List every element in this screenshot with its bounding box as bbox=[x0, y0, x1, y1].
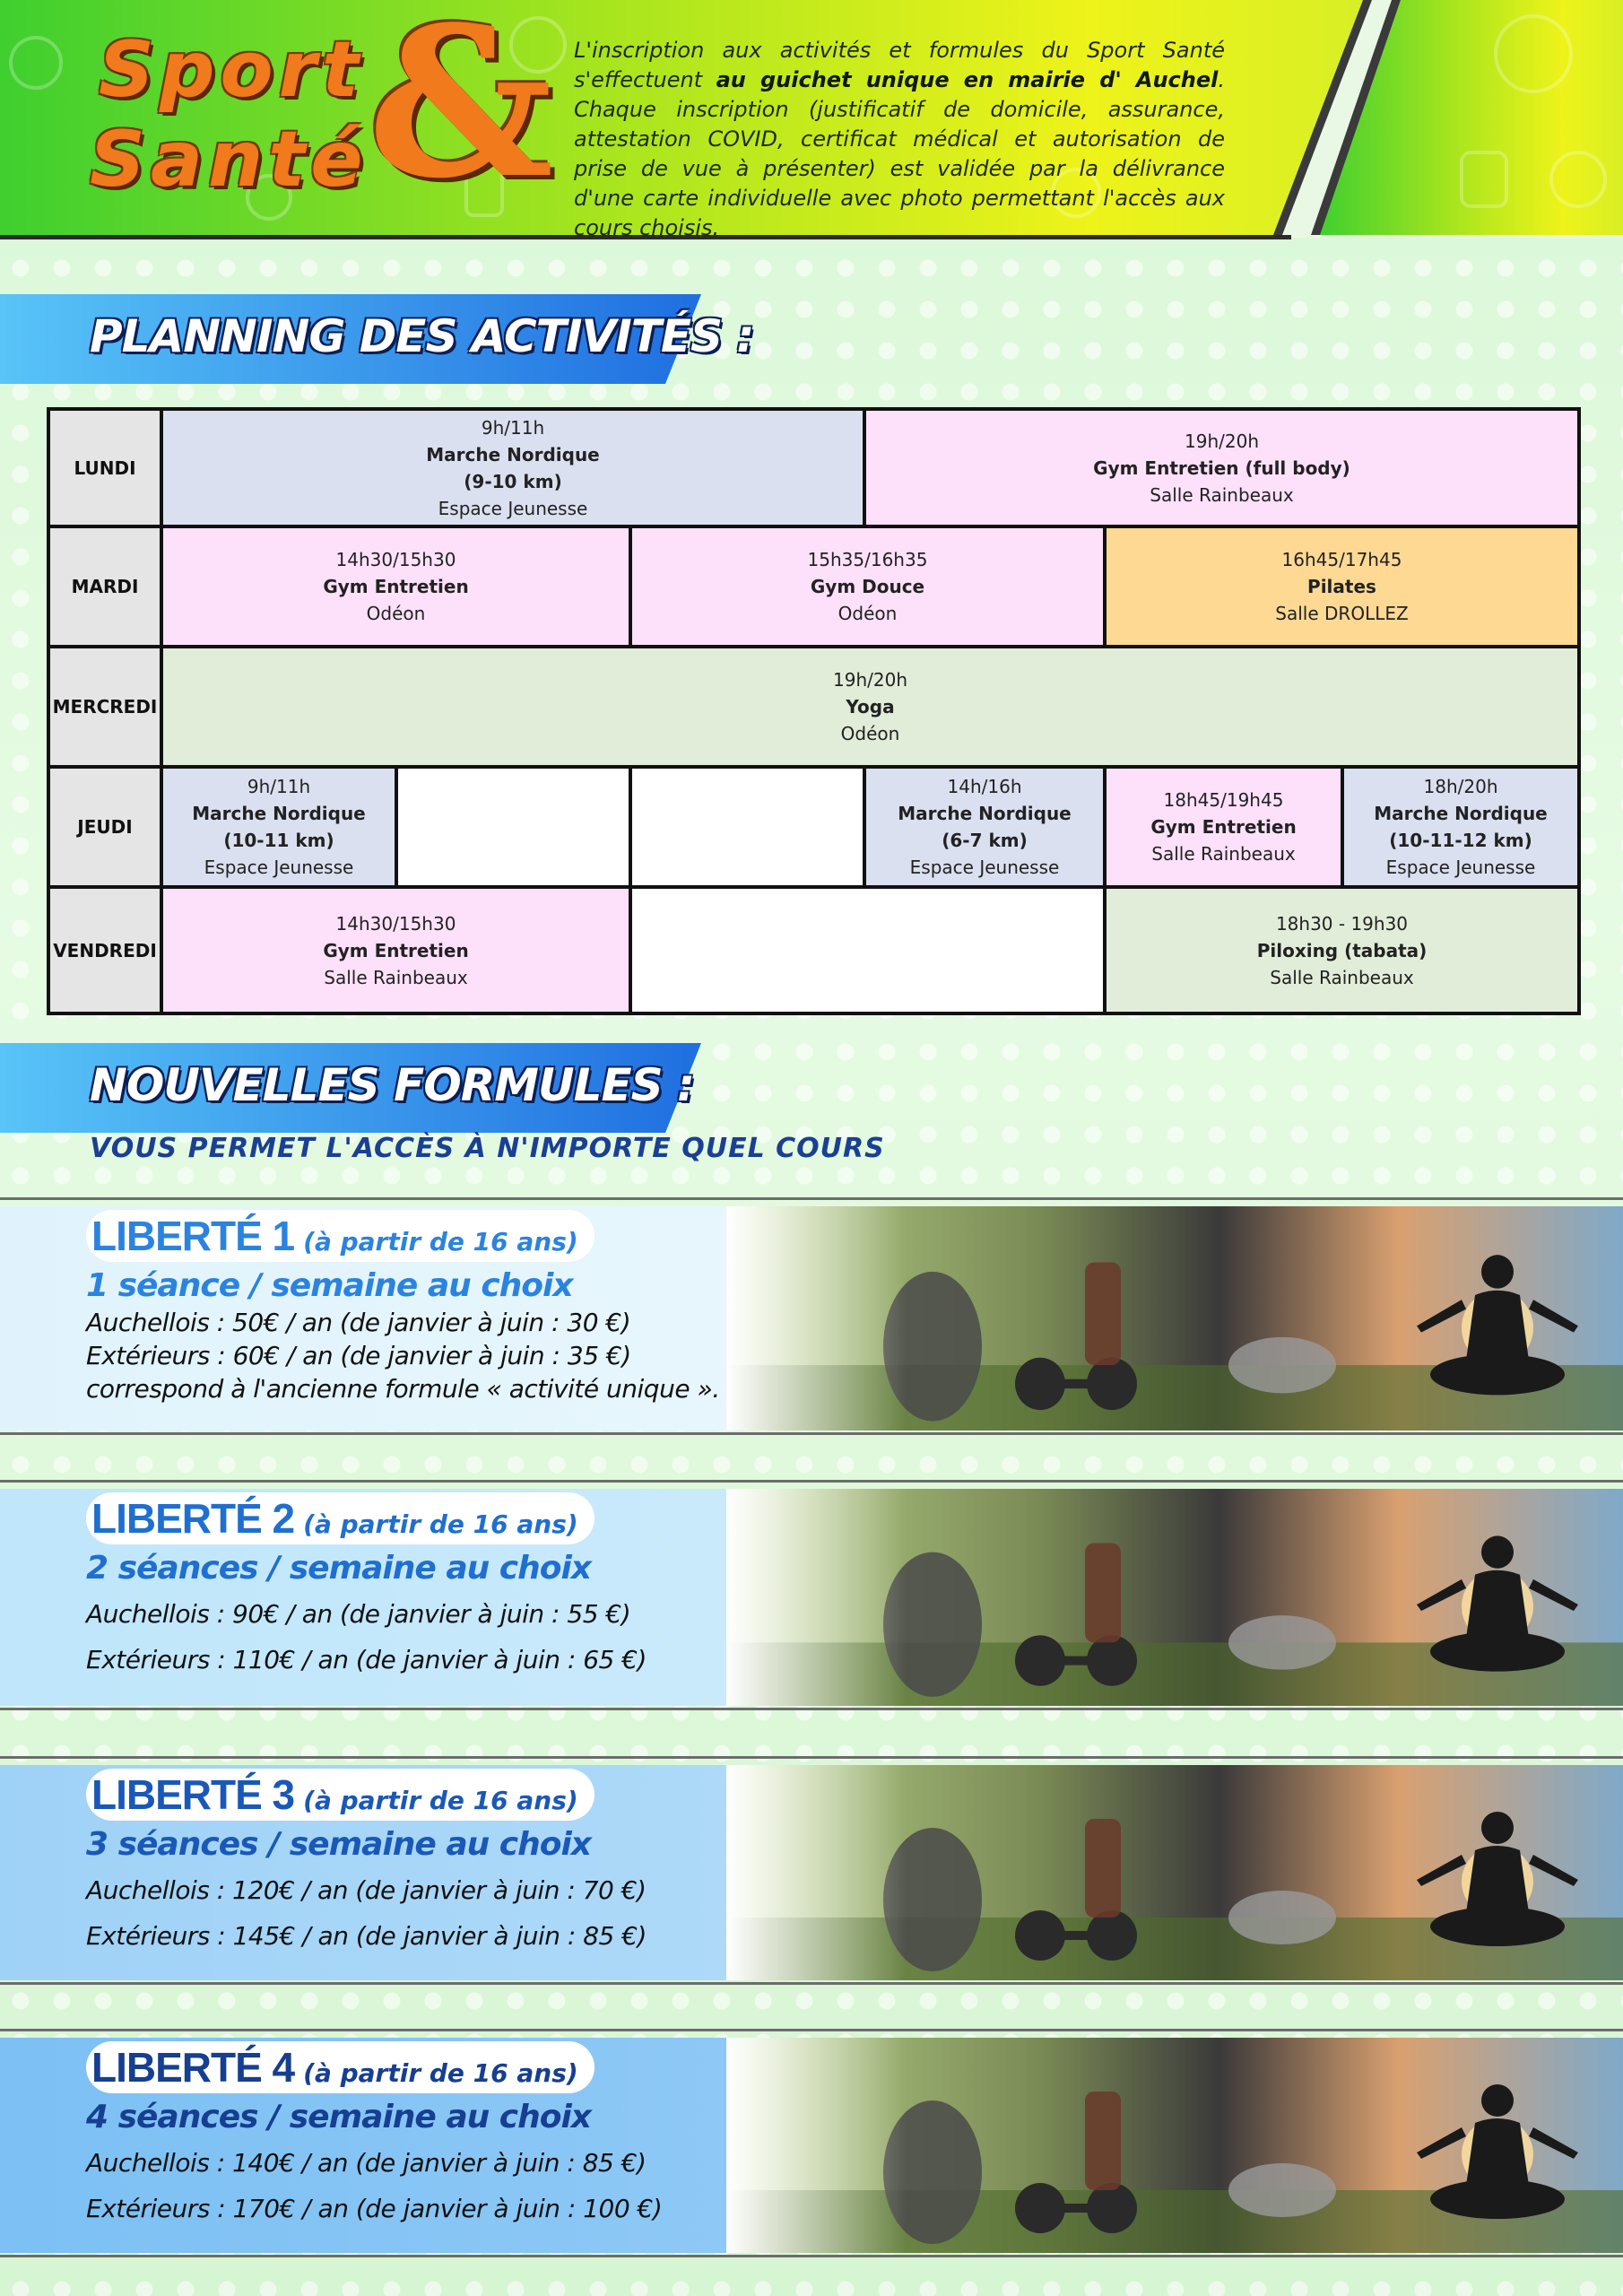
title-ampersand: & bbox=[368, 0, 554, 224]
slot-jeudi-marche-matin: 9h/11h Marche Nordique (10-11 km) Espace Jeunesse bbox=[163, 769, 395, 885]
liberte-3-sessions: 3 séances / semaine au choix bbox=[86, 1826, 592, 1863]
intro-text: L'inscription aux activités et formules du Sport Santé s'effectuent au guichet unique en mairie d' Auchel. Chaque inscription (justificatif de domicile, assurance, attestation COVID, certificat médical et autorisation de prise de vue à présenter) est validée par la délivrance d'une carte individuelle avec photo permettant l'accès aux cours choisis. bbox=[574, 38, 1225, 240]
title-sport: Sport bbox=[99, 25, 365, 115]
formule-liberte-1 bbox=[0, 1197, 1623, 1439]
liberte-1-note: correspond à l'ancienne formule « activité unique ». bbox=[86, 1374, 720, 1404]
liberte-4-price-ext: Extérieurs : 170€ / an (de janvier à juin : 100 €) bbox=[86, 2194, 663, 2223]
liberte-4-photo bbox=[726, 2038, 1623, 2253]
slot-mercredi-yoga: 19h/20h Yoga Odéon bbox=[163, 648, 1577, 765]
liberte-2-sessions: 2 séances / semaine au choix bbox=[86, 1550, 592, 1587]
planning-table bbox=[47, 407, 1581, 1015]
slot-vendredi-gym: 14h30/15h30 Gym Entretien Salle Rainbeaux bbox=[163, 889, 629, 1012]
formule-liberte-3 bbox=[0, 1756, 1623, 1989]
slot-jeudi-marche-soir: 18h/20h Marche Nordique (10-11-12 km) Espace Jeunesse bbox=[1344, 769, 1577, 885]
liberte-2-price-auchel: Auchellois : 90€ / an (de janvier à juin : 55 €) bbox=[86, 1599, 631, 1629]
slot-mardi-gym-douce: 15h35/16h35 Gym Douce Odéon bbox=[632, 528, 1103, 645]
slot-jeudi-marche-aprem: 14h/16h Marche Nordique (6-7 km) Espace Jeunesse bbox=[866, 769, 1103, 885]
slot-mardi-pilates: 16h45/17h45 Pilates Salle DROLLEZ bbox=[1107, 528, 1577, 645]
liberte-1-price-auchel: Auchellois : 50€ / an (de janvier à juin : 30 €) bbox=[86, 1308, 631, 1337]
liberte-1-price-ext: Extérieurs : 60€ / an (de janvier à juin : 35 €) bbox=[86, 1341, 631, 1370]
day-mardi: MARDI bbox=[50, 528, 160, 645]
liberte-3-title: LIBERTÉ 3 (à partir de 16 ans) bbox=[86, 1769, 595, 1821]
slot-vendredi-piloxing: 18h30 - 19h30 Piloxing (tabata) Salle Rainbeaux bbox=[1107, 889, 1577, 1012]
slot-vendredi-empty bbox=[632, 889, 1103, 1012]
day-lundi: LUNDI bbox=[50, 411, 160, 525]
formules-heading: NOUVELLES FORMULES : bbox=[90, 1059, 695, 1111]
liberte-1-sessions: 1 séance / semaine au choix bbox=[86, 1267, 573, 1304]
formules-banner bbox=[0, 1043, 708, 1133]
slot-jeudi-empty-1 bbox=[398, 769, 629, 885]
liberte-3-price-auchel: Auchellois : 120€ / an (de janvier à juin : 70 €) bbox=[86, 1875, 647, 1905]
slot-jeudi-gym: 18h45/19h45 Gym Entretien Salle Rainbeaux bbox=[1107, 769, 1341, 885]
liberte-3-price-ext: Extérieurs : 145€ / an (de janvier à juin : 85 €) bbox=[86, 1921, 647, 1951]
liberte-2-price-ext: Extérieurs : 110€ / an (de janvier à juin : 65 €) bbox=[86, 1645, 647, 1674]
slot-mardi-gym-entretien: 14h30/15h30 Gym Entretien Odéon bbox=[163, 528, 629, 645]
liberte-2-title: LIBERTÉ 2 (à partir de 16 ans) bbox=[86, 1492, 595, 1544]
day-mercredi: MERCREDI bbox=[50, 648, 160, 765]
liberte-4-price-auchel: Auchellois : 140€ / an (de janvier à juin : 85 €) bbox=[86, 2148, 647, 2178]
liberte-1-photo bbox=[726, 1206, 1623, 1431]
day-jeudi: JEUDI bbox=[50, 769, 160, 885]
liberte-4-title: LIBERTÉ 4 (à partir de 16 ans) bbox=[86, 2041, 595, 2093]
liberte-3-photo bbox=[726, 1765, 1623, 1980]
formule-liberte-2 bbox=[0, 1480, 1623, 1715]
slot-lundi-gym: 19h/20h Gym Entretien (full body) Salle Rainbeaux bbox=[866, 411, 1577, 525]
planning-banner bbox=[0, 294, 754, 384]
intro-highlight: au guichet unique en mairie d' Auchel bbox=[716, 67, 1219, 92]
slot-lundi-marche: 9h/11h Marche Nordique (9-10 km) Espace Jeunesse bbox=[163, 411, 863, 525]
formule-liberte-4 bbox=[0, 2029, 1623, 2262]
formules-subtitle: VOUS PERMET L'ACCÈS À N'IMPORTE QUEL COURS bbox=[90, 1133, 885, 1164]
title-sante: Santé bbox=[90, 115, 369, 204]
slot-jeudi-empty-2 bbox=[632, 769, 863, 885]
liberte-1-title: LIBERTÉ 1 (à partir de 16 ans) bbox=[86, 1210, 595, 1262]
header-banner bbox=[0, 0, 1623, 242]
liberte-4-sessions: 4 séances / semaine au choix bbox=[86, 2099, 592, 2135]
day-vendredi: VENDREDI bbox=[50, 889, 160, 1012]
liberte-2-photo bbox=[726, 1489, 1623, 1706]
planning-heading: PLANNING DES ACTIVITÉS : bbox=[90, 310, 754, 362]
